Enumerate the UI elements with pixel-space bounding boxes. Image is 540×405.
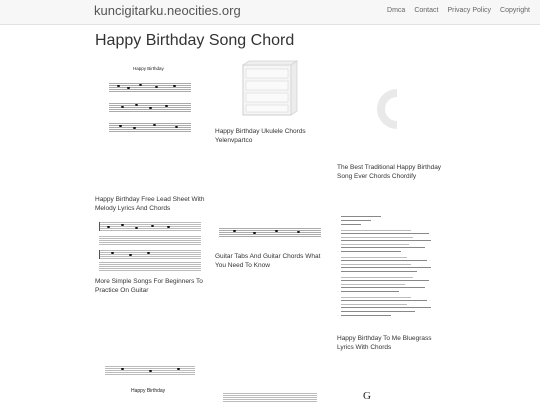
nav-link-privacy-policy[interactable]: Privacy Policy (447, 7, 492, 14)
card-caption[interactable]: Happy Birthday Ukulele Chords Yelenvpartco (215, 128, 306, 144)
card-bottom-4[interactable] (337, 388, 447, 405)
tab-chords-thumbnail[interactable] (215, 218, 325, 248)
nav-link-contact[interactable]: Contact (414, 7, 439, 14)
letter-g: G (363, 390, 371, 402)
card-guitar-tabs[interactable] (215, 218, 325, 278)
nav-link-dmca[interactable]: Dmca (387, 7, 406, 14)
sheet-title-2: Happy Birthday (131, 388, 166, 394)
card-bluegrass-lyrics[interactable] (337, 212, 447, 357)
card-caption[interactable]: Guitar Tabs And Guitar Chords What You Need To Know (215, 253, 321, 269)
page-title: Happy Birthday Song Chord (95, 32, 295, 49)
card-caption[interactable]: Happy Birthday Free Lead Sheet With Melody Lyrics And Chords (95, 196, 205, 212)
site-brand-link[interactable]: kuncigitarku.neocities.org (94, 3, 241, 18)
sheet-title: Happy Birthday (133, 66, 164, 71)
navbar (0, 0, 540, 25)
cabinet-illustration (235, 59, 299, 119)
chordify-logo-icon (367, 83, 407, 135)
card-caption[interactable]: The Best Traditional Happy Birthday Song Ever Chords Chordify (337, 164, 442, 180)
nav-menu (387, 7, 530, 14)
cabinet-thumbnail[interactable] (235, 59, 299, 119)
card-bottom-2[interactable] (95, 385, 205, 405)
card-simple-songs[interactable] (95, 218, 205, 298)
card-chordify[interactable] (337, 55, 447, 185)
nav-link-copyright[interactable]: Copyright (500, 7, 530, 14)
chordify-thumbnail[interactable] (367, 83, 407, 135)
card-ukulele-chords[interactable] (215, 55, 325, 155)
bottom-tab-thumbnail-2[interactable] (219, 388, 321, 405)
card-bottom-3[interactable] (215, 388, 325, 405)
card-caption[interactable]: More Simple Songs For Beginners To Practice On Guitar (95, 278, 203, 294)
card-lead-sheet[interactable] (95, 55, 205, 215)
card-caption[interactable]: Happy Birthday To Me Bluegrass Lyrics With Chords (337, 335, 432, 351)
bottom-sheet-thumbnail[interactable] (101, 385, 199, 405)
guitar-tab-thumbnail[interactable] (95, 218, 205, 274)
lyrics-sheet-thumbnail[interactable] (337, 212, 437, 330)
lead-sheet-thumbnail[interactable] (103, 61, 197, 189)
bottom-letter-thumbnail[interactable] (363, 390, 383, 405)
